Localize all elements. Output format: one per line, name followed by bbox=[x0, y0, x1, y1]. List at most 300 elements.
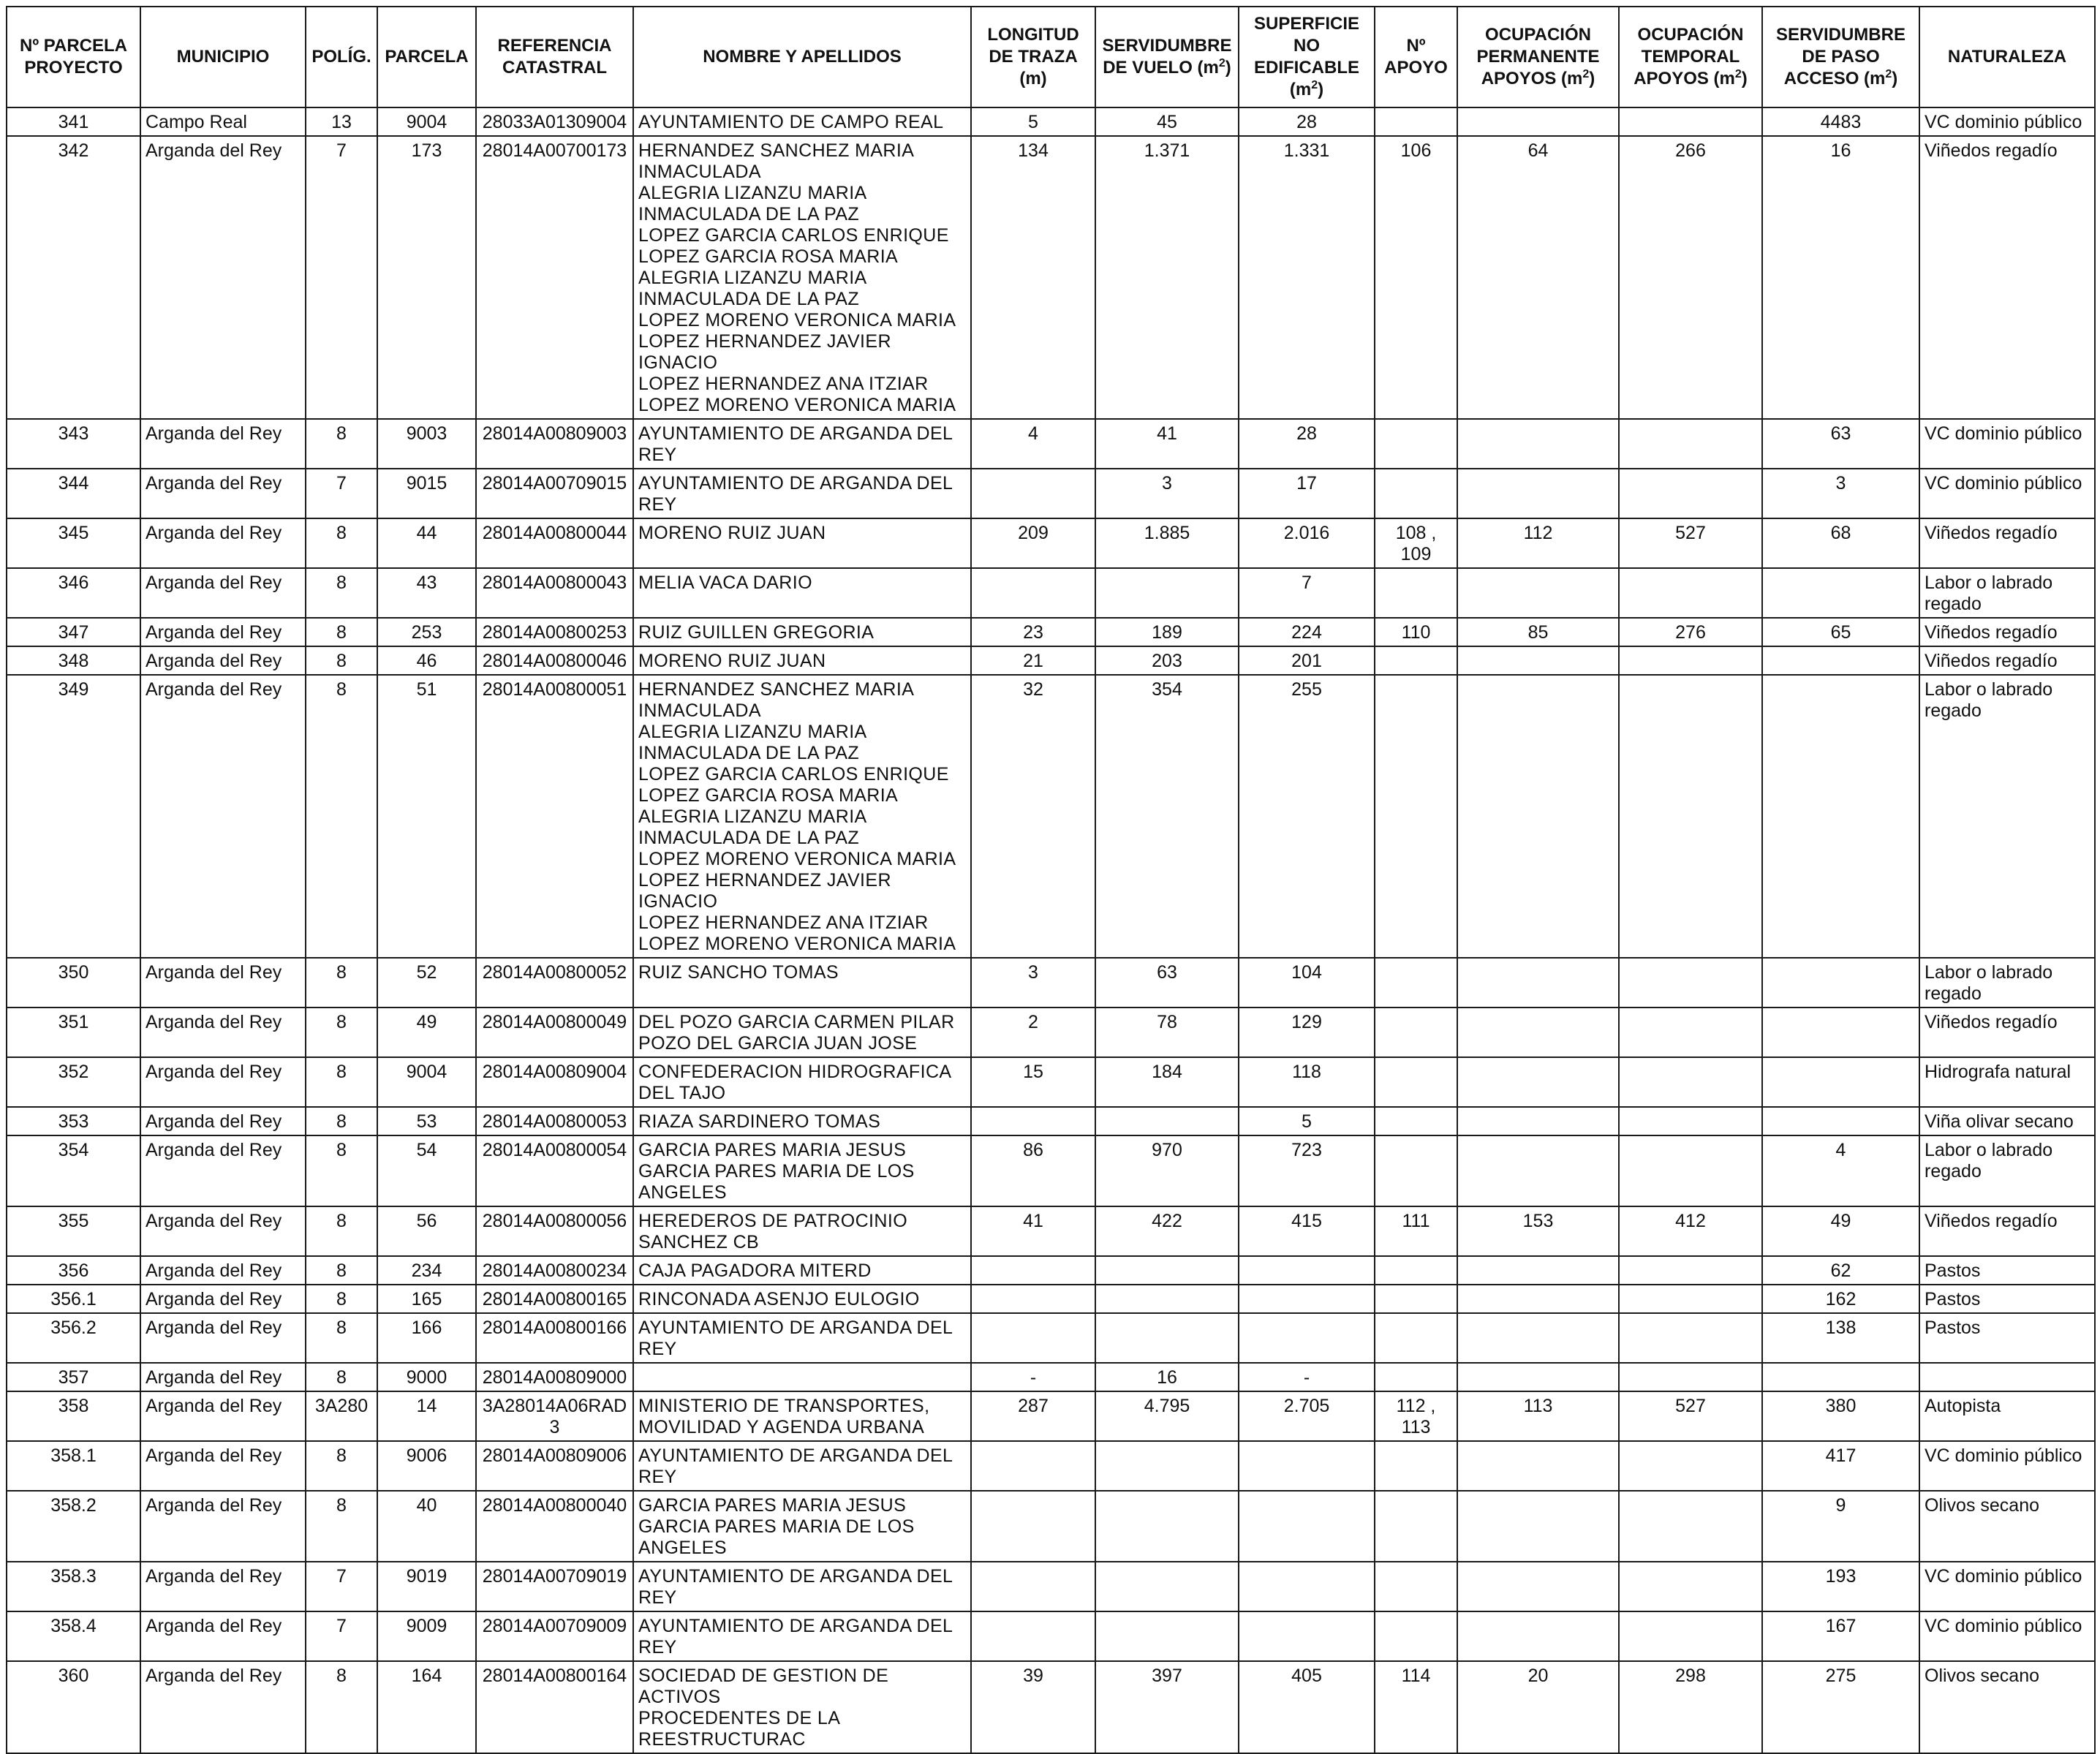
col-parcela-proyecto: Nº PARCELA PROYECTO bbox=[7, 7, 140, 107]
cell-nombre: RUIZ SANCHO TOMAS bbox=[633, 958, 971, 1008]
cell-longitud bbox=[971, 469, 1095, 518]
cell-superficie bbox=[1239, 1562, 1375, 1611]
cell-apoyo bbox=[1375, 1491, 1457, 1562]
cell-nombre: AYUNTAMIENTO DE ARGANDA DEL REY bbox=[633, 1441, 971, 1491]
cell-naturaleza: Viñedos regadío bbox=[1919, 1206, 2095, 1256]
cell-nombre: AYUNTAMIENTO DE ARGANDA DEL REY bbox=[633, 1611, 971, 1661]
cell-servidumbre-vuelo: 63 bbox=[1095, 958, 1239, 1008]
cell-ocupacion-permanente bbox=[1457, 1363, 1619, 1391]
cell-parcela-proyecto: 351 bbox=[7, 1008, 140, 1057]
cell-servidumbre-vuelo bbox=[1095, 1611, 1239, 1661]
cell-ocupacion-permanente bbox=[1457, 1313, 1619, 1363]
cell-ocupacion-temporal bbox=[1619, 568, 1762, 618]
table-row bbox=[7, 419, 2095, 469]
cell-municipio: Arganda del Rey bbox=[140, 136, 306, 419]
cell-ocupacion-permanente bbox=[1457, 1611, 1619, 1661]
cell-referencia: 28014A00709019 bbox=[476, 1562, 633, 1611]
cell-referencia: 28014A00800164 bbox=[476, 1661, 633, 1753]
cell-apoyo bbox=[1375, 568, 1457, 618]
cell-apoyo bbox=[1375, 958, 1457, 1008]
cell-apoyo bbox=[1375, 1135, 1457, 1206]
cell-servidumbre-paso: 65 bbox=[1762, 618, 1919, 646]
cell-servidumbre-vuelo: 41 bbox=[1095, 419, 1239, 469]
cell-municipio: Arganda del Rey bbox=[140, 419, 306, 469]
cell-ocupacion-permanente bbox=[1457, 107, 1619, 136]
cell-apoyo: 114 bbox=[1375, 1661, 1457, 1753]
cell-superficie bbox=[1239, 1313, 1375, 1363]
table-row bbox=[7, 1008, 2095, 1057]
cell-nombre: GARCIA PARES MARIA JESUS GARCIA PARES MARIA DE LOS ANGELES bbox=[633, 1491, 971, 1562]
cell-apoyo bbox=[1375, 1313, 1457, 1363]
cell-ocupacion-permanente bbox=[1457, 1107, 1619, 1135]
cell-naturaleza: Olivos secano bbox=[1919, 1661, 2095, 1753]
cell-servidumbre-paso: 162 bbox=[1762, 1285, 1919, 1313]
cell-naturaleza: Pastos bbox=[1919, 1313, 2095, 1363]
cell-servidumbre-vuelo: 1.885 bbox=[1095, 518, 1239, 568]
cell-servidumbre-paso bbox=[1762, 1057, 1919, 1107]
cell-parcela-proyecto: 349 bbox=[7, 675, 140, 958]
cell-referencia: 28014A00809004 bbox=[476, 1057, 633, 1107]
cell-ocupacion-temporal: 276 bbox=[1619, 618, 1762, 646]
cell-naturaleza: Hidrografa natural bbox=[1919, 1057, 2095, 1107]
cell-parcela: 51 bbox=[377, 675, 476, 958]
cell-ocupacion-temporal bbox=[1619, 646, 1762, 675]
table-row bbox=[7, 136, 2095, 419]
cell-polig: 8 bbox=[306, 1363, 377, 1391]
cell-naturaleza: Pastos bbox=[1919, 1256, 2095, 1285]
cell-polig: 7 bbox=[306, 136, 377, 419]
cell-servidumbre-vuelo: 189 bbox=[1095, 618, 1239, 646]
table-row bbox=[7, 469, 2095, 518]
cell-longitud: 41 bbox=[971, 1206, 1095, 1256]
cell-polig: 8 bbox=[306, 1206, 377, 1256]
cell-nombre: MINISTERIO DE TRANSPORTES, MOVILIDAD Y AGENDA URBANA bbox=[633, 1391, 971, 1441]
cell-referencia: 28014A00809006 bbox=[476, 1441, 633, 1491]
cell-referencia: 28014A00800052 bbox=[476, 958, 633, 1008]
table-row bbox=[7, 1391, 2095, 1441]
cell-municipio: Arganda del Rey bbox=[140, 1057, 306, 1107]
cell-apoyo bbox=[1375, 1441, 1457, 1491]
cell-polig: 8 bbox=[306, 1107, 377, 1135]
col-nombre: NOMBRE Y APELLIDOS bbox=[633, 7, 971, 107]
cell-parcela-proyecto: 358 bbox=[7, 1391, 140, 1441]
cell-nombre: MELIA VACA DARIO bbox=[633, 568, 971, 618]
cell-polig: 8 bbox=[306, 618, 377, 646]
cell-servidumbre-paso: 138 bbox=[1762, 1313, 1919, 1363]
cell-municipio: Campo Real bbox=[140, 107, 306, 136]
cell-parcela: 9019 bbox=[377, 1562, 476, 1611]
cell-servidumbre-vuelo: 203 bbox=[1095, 646, 1239, 675]
cell-naturaleza: Viñedos regadío bbox=[1919, 646, 2095, 675]
col-longitud: LONGITUD DE TRAZA (m) bbox=[971, 7, 1095, 107]
cell-referencia: 3A28014A06RAD 3 bbox=[476, 1391, 633, 1441]
cell-referencia: 28014A00800044 bbox=[476, 518, 633, 568]
cell-municipio: Arganda del Rey bbox=[140, 1135, 306, 1206]
cell-ocupacion-permanente: 113 bbox=[1457, 1391, 1619, 1441]
cell-apoyo: 106 bbox=[1375, 136, 1457, 419]
cell-longitud: 5 bbox=[971, 107, 1095, 136]
cell-longitud: - bbox=[971, 1363, 1095, 1391]
cell-ocupacion-permanente bbox=[1457, 1057, 1619, 1107]
cell-superficie bbox=[1239, 1285, 1375, 1313]
cell-apoyo: 108 , 109 bbox=[1375, 518, 1457, 568]
cell-superficie: - bbox=[1239, 1363, 1375, 1391]
table-body bbox=[7, 107, 2095, 1753]
cell-longitud bbox=[971, 1107, 1095, 1135]
cell-parcela-proyecto: 350 bbox=[7, 958, 140, 1008]
cell-nombre: AYUNTAMIENTO DE ARGANDA DEL REY bbox=[633, 419, 971, 469]
cell-naturaleza: VC dominio público bbox=[1919, 1441, 2095, 1491]
table-row bbox=[7, 1611, 2095, 1661]
cell-polig: 8 bbox=[306, 675, 377, 958]
cell-referencia: 28014A00800046 bbox=[476, 646, 633, 675]
cell-ocupacion-permanente: 153 bbox=[1457, 1206, 1619, 1256]
cell-superficie: 104 bbox=[1239, 958, 1375, 1008]
cell-longitud: 134 bbox=[971, 136, 1095, 419]
table-row bbox=[7, 1363, 2095, 1391]
cell-nombre: DEL POZO GARCIA CARMEN PILAR POZO DEL GARCIA JUAN JOSE bbox=[633, 1008, 971, 1057]
cell-municipio: Arganda del Rey bbox=[140, 1285, 306, 1313]
cell-nombre: AYUNTAMIENTO DE ARGANDA DEL REY bbox=[633, 1313, 971, 1363]
cell-longitud bbox=[971, 568, 1095, 618]
cell-ocupacion-temporal: 527 bbox=[1619, 1391, 1762, 1441]
cell-ocupacion-permanente bbox=[1457, 1135, 1619, 1206]
cell-parcela: 9009 bbox=[377, 1611, 476, 1661]
cell-parcela-proyecto: 341 bbox=[7, 107, 140, 136]
cell-servidumbre-paso: 167 bbox=[1762, 1611, 1919, 1661]
cell-nombre bbox=[633, 1363, 971, 1391]
cell-superficie bbox=[1239, 1441, 1375, 1491]
cell-referencia: 28014A00800054 bbox=[476, 1135, 633, 1206]
cell-servidumbre-vuelo: 16 bbox=[1095, 1363, 1239, 1391]
cell-ocupacion-permanente bbox=[1457, 675, 1619, 958]
cell-servidumbre-paso: 4483 bbox=[1762, 107, 1919, 136]
cell-ocupacion-temporal bbox=[1619, 675, 1762, 958]
cell-nombre: RUIZ GUILLEN GREGORIA bbox=[633, 618, 971, 646]
cell-naturaleza: VC dominio público bbox=[1919, 469, 2095, 518]
cell-servidumbre-vuelo bbox=[1095, 1256, 1239, 1285]
cell-parcela: 253 bbox=[377, 618, 476, 646]
cell-servidumbre-vuelo bbox=[1095, 1285, 1239, 1313]
cell-naturaleza: VC dominio público bbox=[1919, 1611, 2095, 1661]
cell-parcela-proyecto: 344 bbox=[7, 469, 140, 518]
cell-municipio: Arganda del Rey bbox=[140, 1491, 306, 1562]
cell-municipio: Arganda del Rey bbox=[140, 1611, 306, 1661]
cell-nombre: MORENO RUIZ JUAN bbox=[633, 518, 971, 568]
cell-apoyo bbox=[1375, 469, 1457, 518]
cell-polig: 3A280 bbox=[306, 1391, 377, 1441]
cell-polig: 8 bbox=[306, 419, 377, 469]
cell-parcela: 54 bbox=[377, 1135, 476, 1206]
cell-servidumbre-paso bbox=[1762, 675, 1919, 958]
cell-apoyo bbox=[1375, 1562, 1457, 1611]
cell-polig: 8 bbox=[306, 1256, 377, 1285]
col-naturaleza: NATURALEZA bbox=[1919, 7, 2095, 107]
cell-superficie: 255 bbox=[1239, 675, 1375, 958]
cell-apoyo bbox=[1375, 1285, 1457, 1313]
cell-servidumbre-vuelo: 422 bbox=[1095, 1206, 1239, 1256]
cell-apoyo bbox=[1375, 419, 1457, 469]
cell-apoyo bbox=[1375, 646, 1457, 675]
cell-naturaleza: Autopista bbox=[1919, 1391, 2095, 1441]
cell-parcela: 43 bbox=[377, 568, 476, 618]
cell-parcela: 173 bbox=[377, 136, 476, 419]
cell-referencia: 28014A00809003 bbox=[476, 419, 633, 469]
cell-naturaleza: Viñedos regadío bbox=[1919, 618, 2095, 646]
cell-servidumbre-paso: 62 bbox=[1762, 1256, 1919, 1285]
cell-servidumbre-paso bbox=[1762, 958, 1919, 1008]
cell-ocupacion-permanente: 112 bbox=[1457, 518, 1619, 568]
cell-servidumbre-paso bbox=[1762, 1107, 1919, 1135]
cell-parcela-proyecto: 343 bbox=[7, 419, 140, 469]
cell-apoyo: 111 bbox=[1375, 1206, 1457, 1256]
cell-polig: 13 bbox=[306, 107, 377, 136]
cell-servidumbre-vuelo: 3 bbox=[1095, 469, 1239, 518]
cell-municipio: Arganda del Rey bbox=[140, 675, 306, 958]
cell-nombre: SOCIEDAD DE GESTION DE ACTIVOS PROCEDENTES DE LA REESTRUCTURAC bbox=[633, 1661, 971, 1753]
cell-superficie: 415 bbox=[1239, 1206, 1375, 1256]
cell-ocupacion-temporal bbox=[1619, 1135, 1762, 1206]
cell-ocupacion-permanente: 20 bbox=[1457, 1661, 1619, 1753]
table-row bbox=[7, 1562, 2095, 1611]
cell-apoyo bbox=[1375, 107, 1457, 136]
table-row bbox=[7, 958, 2095, 1008]
cell-apoyo bbox=[1375, 1611, 1457, 1661]
table-row bbox=[7, 1107, 2095, 1135]
cell-parcela-proyecto: 355 bbox=[7, 1206, 140, 1256]
cell-naturaleza: VC dominio público bbox=[1919, 107, 2095, 136]
cell-naturaleza: Labor o labrado regado bbox=[1919, 1135, 2095, 1206]
cell-parcela: 9000 bbox=[377, 1363, 476, 1391]
cell-parcela: 165 bbox=[377, 1285, 476, 1313]
cell-naturaleza: Olivos secano bbox=[1919, 1491, 2095, 1562]
col-polig: POLÍG. bbox=[306, 7, 377, 107]
cell-polig: 7 bbox=[306, 1611, 377, 1661]
cell-parcela: 14 bbox=[377, 1391, 476, 1441]
cell-ocupacion-temporal bbox=[1619, 1107, 1762, 1135]
cell-ocupacion-permanente bbox=[1457, 1256, 1619, 1285]
col-ocupacion-permanente: OCUPACIÓN PERMANENTE APOYOS $(m^2)$ bbox=[1457, 7, 1619, 107]
cell-apoyo bbox=[1375, 1363, 1457, 1391]
cell-ocupacion-permanente bbox=[1457, 1491, 1619, 1562]
cell-servidumbre-vuelo: 1.371 bbox=[1095, 136, 1239, 419]
cell-parcela: 9004 bbox=[377, 1057, 476, 1107]
cell-parcela: 9003 bbox=[377, 419, 476, 469]
cell-servidumbre-paso: 417 bbox=[1762, 1441, 1919, 1491]
cell-superficie: 28 bbox=[1239, 419, 1375, 469]
cell-servidumbre-vuelo: 970 bbox=[1095, 1135, 1239, 1206]
cell-longitud: 3 bbox=[971, 958, 1095, 1008]
cell-parcela: 40 bbox=[377, 1491, 476, 1562]
cell-superficie bbox=[1239, 1611, 1375, 1661]
cell-ocupacion-permanente bbox=[1457, 1285, 1619, 1313]
cell-servidumbre-vuelo bbox=[1095, 1441, 1239, 1491]
table-row bbox=[7, 675, 2095, 958]
cell-naturaleza: Viña olivar secano bbox=[1919, 1107, 2095, 1135]
cell-ocupacion-permanente bbox=[1457, 646, 1619, 675]
cell-superficie: 2.016 bbox=[1239, 518, 1375, 568]
table-row bbox=[7, 618, 2095, 646]
cell-polig: 8 bbox=[306, 1285, 377, 1313]
cell-longitud bbox=[971, 1491, 1095, 1562]
cell-ocupacion-permanente bbox=[1457, 419, 1619, 469]
cell-nombre: HEREDEROS DE PATROCINIO SANCHEZ CB bbox=[633, 1206, 971, 1256]
cell-apoyo bbox=[1375, 1107, 1457, 1135]
cell-municipio: Arganda del Rey bbox=[140, 518, 306, 568]
cell-referencia: 28014A00800053 bbox=[476, 1107, 633, 1135]
cell-naturaleza: Pastos bbox=[1919, 1285, 2095, 1313]
cell-referencia: 28014A00800165 bbox=[476, 1285, 633, 1313]
cell-apoyo: 112 , 113 bbox=[1375, 1391, 1457, 1441]
cell-servidumbre-vuelo: 45 bbox=[1095, 107, 1239, 136]
cell-superficie: 405 bbox=[1239, 1661, 1375, 1753]
cell-polig: 8 bbox=[306, 518, 377, 568]
cell-nombre: CONFEDERACION HIDROGRAFICA DEL TAJO bbox=[633, 1057, 971, 1107]
cell-servidumbre-paso bbox=[1762, 1363, 1919, 1391]
cell-longitud: 32 bbox=[971, 675, 1095, 958]
header-row bbox=[7, 7, 2095, 107]
cell-servidumbre-paso: 193 bbox=[1762, 1562, 1919, 1611]
cell-ocupacion-temporal bbox=[1619, 1313, 1762, 1363]
cell-apoyo bbox=[1375, 675, 1457, 958]
cell-parcela-proyecto: 353 bbox=[7, 1107, 140, 1135]
cell-parcela: 9015 bbox=[377, 469, 476, 518]
cell-ocupacion-temporal bbox=[1619, 1611, 1762, 1661]
cell-nombre: AYUNTAMIENTO DE ARGANDA DEL REY bbox=[633, 469, 971, 518]
cell-parcela: 53 bbox=[377, 1107, 476, 1135]
cell-ocupacion-temporal bbox=[1619, 1491, 1762, 1562]
cell-referencia: 28014A00800043 bbox=[476, 568, 633, 618]
cell-servidumbre-paso: 4 bbox=[1762, 1135, 1919, 1206]
cell-parcela-proyecto: 358.2 bbox=[7, 1491, 140, 1562]
table-row bbox=[7, 1206, 2095, 1256]
cell-superficie bbox=[1239, 1491, 1375, 1562]
parcel-table bbox=[6, 6, 2096, 1754]
cell-naturaleza: Viñedos regadío bbox=[1919, 518, 2095, 568]
cell-polig: 8 bbox=[306, 646, 377, 675]
cell-longitud: 86 bbox=[971, 1135, 1095, 1206]
table-row bbox=[7, 1057, 2095, 1107]
table-row bbox=[7, 1441, 2095, 1491]
cell-naturaleza: Labor o labrado regado bbox=[1919, 568, 2095, 618]
col-servidumbre-paso: SERVIDUMBRE DE PASO ACCESO $(m^2)$ bbox=[1762, 7, 1919, 107]
cell-polig: 8 bbox=[306, 1135, 377, 1206]
cell-referencia: 28014A00800253 bbox=[476, 618, 633, 646]
cell-ocupacion-temporal bbox=[1619, 419, 1762, 469]
col-municipio: MUNICIPIO bbox=[140, 7, 306, 107]
cell-longitud bbox=[971, 1313, 1095, 1363]
cell-referencia: 28014A00800056 bbox=[476, 1206, 633, 1256]
cell-polig: 8 bbox=[306, 568, 377, 618]
cell-ocupacion-temporal: 412 bbox=[1619, 1206, 1762, 1256]
cell-ocupacion-permanente bbox=[1457, 1441, 1619, 1491]
cell-servidumbre-paso bbox=[1762, 568, 1919, 618]
cell-ocupacion-temporal bbox=[1619, 1562, 1762, 1611]
cell-parcela-proyecto: 358.4 bbox=[7, 1611, 140, 1661]
cell-referencia: 28014A00800166 bbox=[476, 1313, 633, 1363]
cell-longitud: 23 bbox=[971, 618, 1095, 646]
cell-apoyo bbox=[1375, 1008, 1457, 1057]
cell-naturaleza: VC dominio público bbox=[1919, 1562, 2095, 1611]
cell-naturaleza bbox=[1919, 1363, 2095, 1391]
cell-parcela-proyecto: 360 bbox=[7, 1661, 140, 1753]
cell-municipio: Arganda del Rey bbox=[140, 1363, 306, 1391]
cell-parcela: 9004 bbox=[377, 107, 476, 136]
cell-parcela-proyecto: 345 bbox=[7, 518, 140, 568]
cell-servidumbre-paso: 68 bbox=[1762, 518, 1919, 568]
cell-naturaleza: VC dominio público bbox=[1919, 419, 2095, 469]
table-row bbox=[7, 1135, 2095, 1206]
cell-municipio: Arganda del Rey bbox=[140, 1256, 306, 1285]
cell-servidumbre-paso bbox=[1762, 646, 1919, 675]
cell-referencia: 28014A00709009 bbox=[476, 1611, 633, 1661]
cell-superficie: 723 bbox=[1239, 1135, 1375, 1206]
cell-nombre: HERNANDEZ SANCHEZ MARIA INMACULADA ALEGRIA LIZANZU MARIA INMACULADA DE LA PAZ LOPEZ GARCIA CARLOS ENRIQUE LOPEZ GARCIA ROSA MARIA ALEGRIA LIZANZU MARIA INMACULADA DE LA PAZ LOPEZ MORENO VERONICA MARIA LOPEZ HERNANDEZ JAVIER IGNACIO LOPEZ HERNANDEZ ANA ITZIAR LOPEZ MORENO VERONICA MARIA bbox=[633, 675, 971, 958]
cell-polig: 8 bbox=[306, 1057, 377, 1107]
cell-servidumbre-vuelo bbox=[1095, 1107, 1239, 1135]
cell-referencia: 28033A01309004 bbox=[476, 107, 633, 136]
cell-ocupacion-temporal bbox=[1619, 1441, 1762, 1491]
cell-ocupacion-temporal bbox=[1619, 1057, 1762, 1107]
cell-ocupacion-temporal: 527 bbox=[1619, 518, 1762, 568]
cell-longitud: 209 bbox=[971, 518, 1095, 568]
cell-ocupacion-permanente bbox=[1457, 469, 1619, 518]
cell-polig: 8 bbox=[306, 1008, 377, 1057]
cell-municipio: Arganda del Rey bbox=[140, 1008, 306, 1057]
cell-apoyo bbox=[1375, 1256, 1457, 1285]
cell-servidumbre-paso: 49 bbox=[1762, 1206, 1919, 1256]
cell-referencia: 28014A00800051 bbox=[476, 675, 633, 958]
table-row bbox=[7, 1491, 2095, 1562]
cell-servidumbre-vuelo bbox=[1095, 1562, 1239, 1611]
cell-polig: 8 bbox=[306, 1313, 377, 1363]
cell-naturaleza: Labor o labrado regado bbox=[1919, 958, 2095, 1008]
cell-nombre: AYUNTAMIENTO DE ARGANDA DEL REY bbox=[633, 1562, 971, 1611]
cell-ocupacion-temporal: 298 bbox=[1619, 1661, 1762, 1753]
cell-servidumbre-vuelo bbox=[1095, 1313, 1239, 1363]
table-row bbox=[7, 1285, 2095, 1313]
cell-polig: 7 bbox=[306, 1562, 377, 1611]
cell-municipio: Arganda del Rey bbox=[140, 618, 306, 646]
table-row bbox=[7, 1661, 2095, 1753]
cell-superficie: 118 bbox=[1239, 1057, 1375, 1107]
cell-ocupacion-temporal bbox=[1619, 469, 1762, 518]
cell-servidumbre-paso: 3 bbox=[1762, 469, 1919, 518]
cell-superficie: 2.705 bbox=[1239, 1391, 1375, 1441]
cell-parcela-proyecto: 347 bbox=[7, 618, 140, 646]
cell-apoyo: 110 bbox=[1375, 618, 1457, 646]
cell-servidumbre-paso: 275 bbox=[1762, 1661, 1919, 1753]
cell-ocupacion-temporal bbox=[1619, 958, 1762, 1008]
cell-superficie: 224 bbox=[1239, 618, 1375, 646]
cell-referencia: 28014A00709015 bbox=[476, 469, 633, 518]
cell-nombre: HERNANDEZ SANCHEZ MARIA INMACULADA ALEGRIA LIZANZU MARIA INMACULADA DE LA PAZ LOPEZ GARCIA CARLOS ENRIQUE LOPEZ GARCIA ROSA MARIA ALEGRIA LIZANZU MARIA INMACULADA DE LA PAZ LOPEZ MORENO VERONICA MARIA LOPEZ HERNANDEZ JAVIER IGNACIO LOPEZ HERNANDEZ ANA ITZIAR LOPEZ MORENO VERONICA MARIA bbox=[633, 136, 971, 419]
cell-municipio: Arganda del Rey bbox=[140, 1441, 306, 1491]
cell-longitud bbox=[971, 1441, 1095, 1491]
cell-servidumbre-paso bbox=[1762, 1008, 1919, 1057]
cell-naturaleza: Labor o labrado regado bbox=[1919, 675, 2095, 958]
cell-longitud: 4 bbox=[971, 419, 1095, 469]
cell-ocupacion-permanente: 64 bbox=[1457, 136, 1619, 419]
cell-parcela: 46 bbox=[377, 646, 476, 675]
cell-polig: 8 bbox=[306, 958, 377, 1008]
cell-servidumbre-paso: 63 bbox=[1762, 419, 1919, 469]
cell-parcela: 234 bbox=[377, 1256, 476, 1285]
cell-servidumbre-paso: 16 bbox=[1762, 136, 1919, 419]
cell-longitud bbox=[971, 1285, 1095, 1313]
cell-servidumbre-vuelo: 78 bbox=[1095, 1008, 1239, 1057]
cell-ocupacion-temporal bbox=[1619, 1285, 1762, 1313]
